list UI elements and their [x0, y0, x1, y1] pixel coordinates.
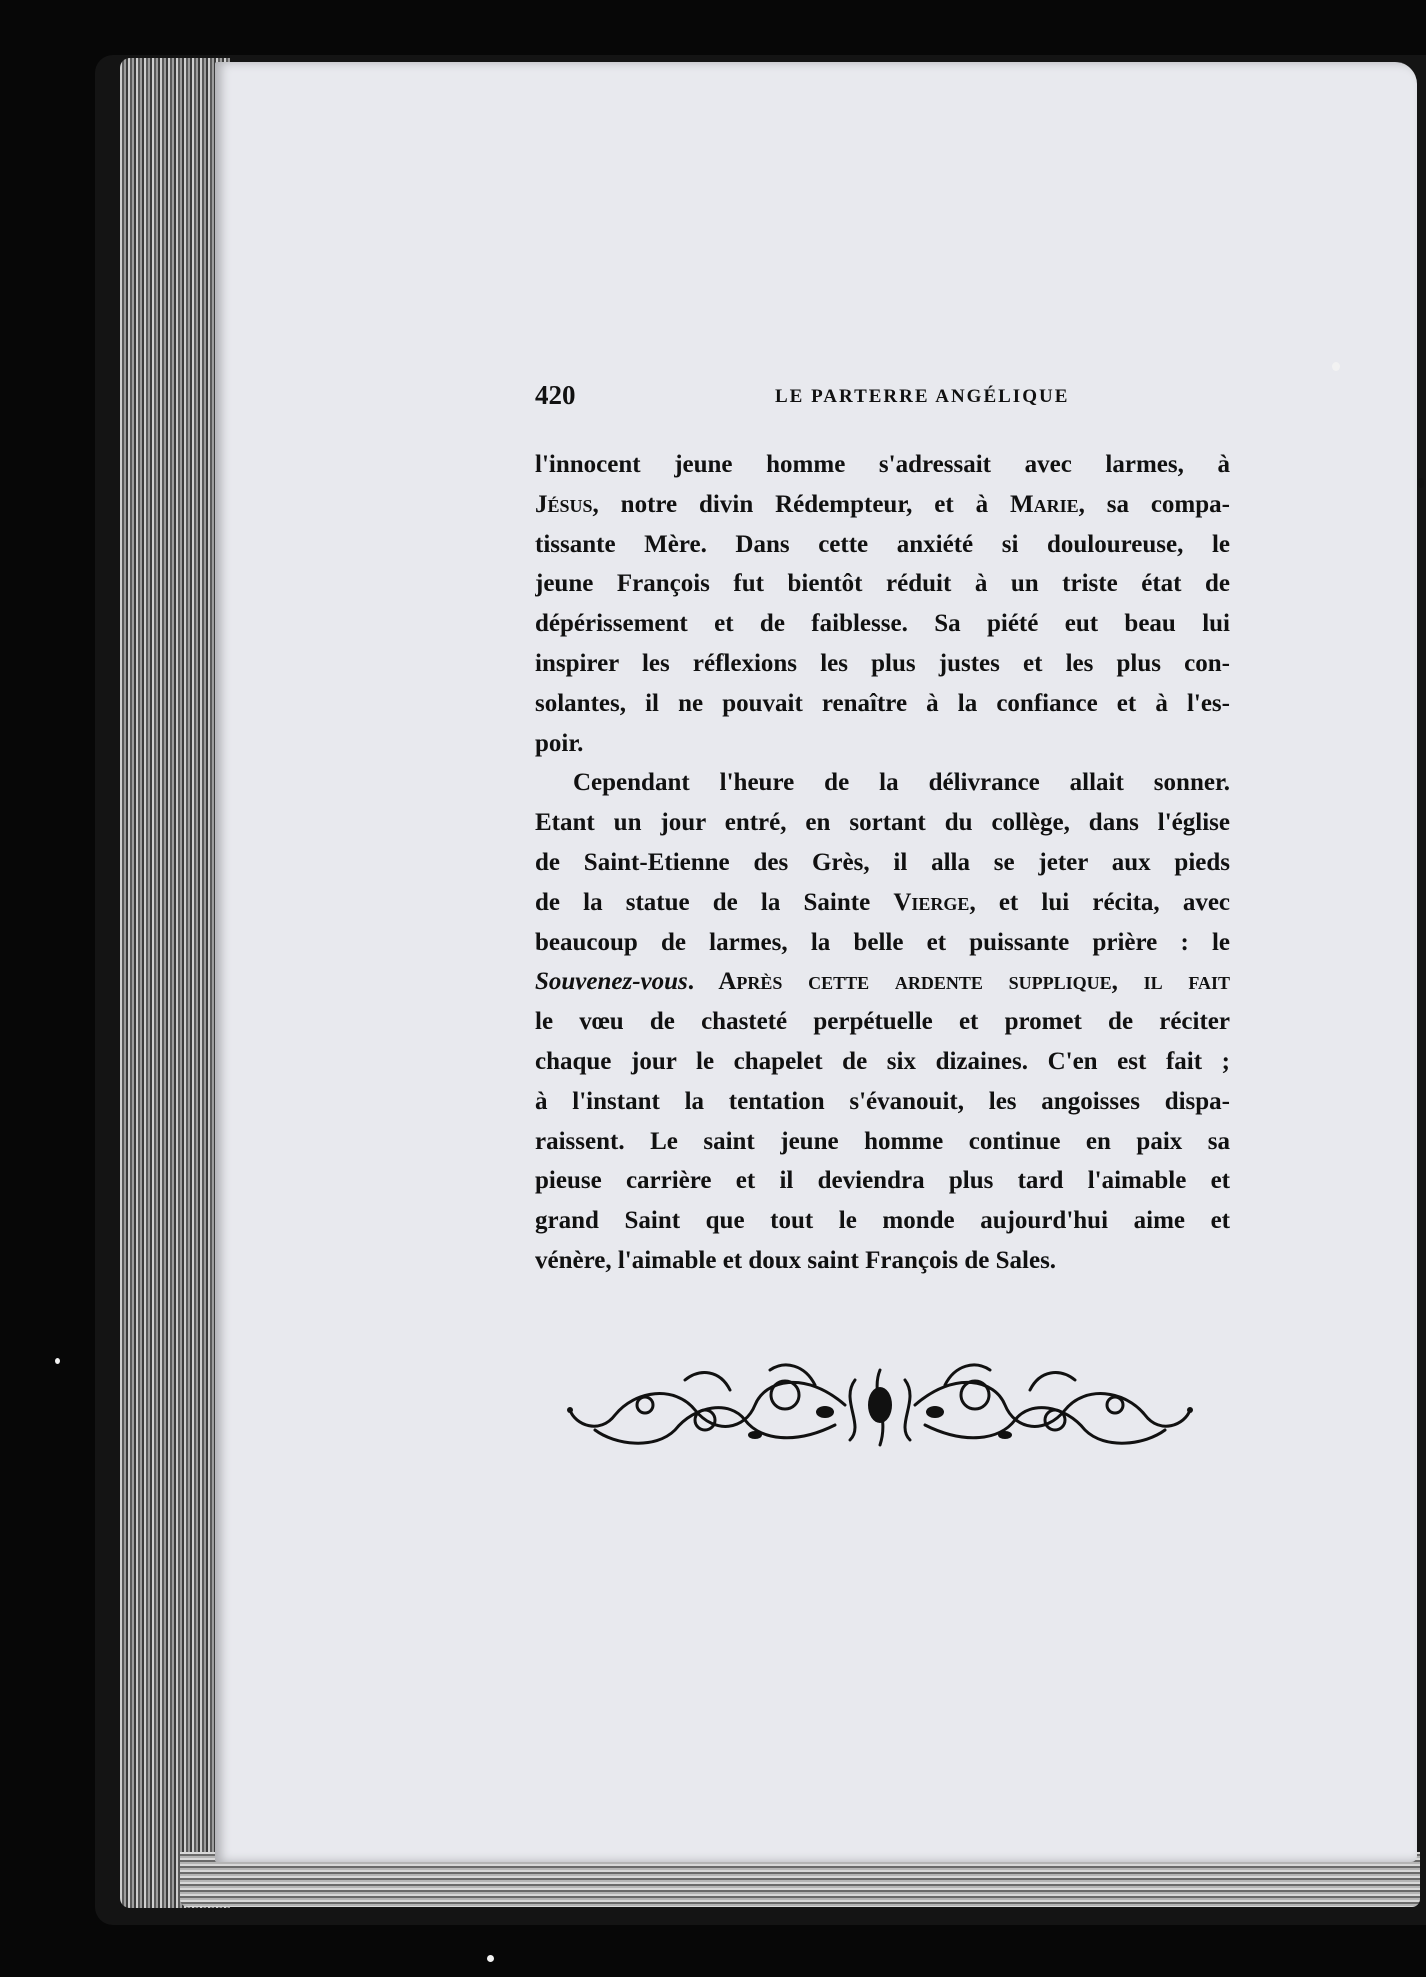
- text-line: [535, 923, 1230, 963]
- dust-speck: [1332, 362, 1340, 371]
- text-run: le vœu de chasteté perpétuelle et promet de réciter: [535, 1008, 1230, 1036]
- text-line: [535, 962, 1230, 1002]
- text-run: tissante Mère. Dans cette anxiété si douloureuse, le: [535, 530, 1230, 558]
- text-line: [535, 684, 1230, 724]
- text-line: [535, 1241, 1230, 1281]
- text-run: de la statue de la Sainte: [535, 888, 894, 916]
- text-run: poir.: [535, 729, 584, 757]
- text-run: grand Saint que tout le monde aujourd'hui aime et: [535, 1207, 1230, 1235]
- text-run: vénère, l'aimable et doux saint François de Sales.: [535, 1246, 1057, 1274]
- text-run: inspirer les réflexions les plus justes et les plus con-: [535, 649, 1230, 677]
- text-line: [535, 724, 1230, 764]
- body-text: [535, 445, 1230, 1281]
- dust-speck: [55, 1358, 60, 1364]
- italic-text: Souvenez-vous: [535, 968, 688, 996]
- text-run: dépérissement et de faiblesse. Sa piété eut beau lui: [535, 610, 1230, 638]
- text-line: [535, 644, 1230, 684]
- text-run: Etant un jour entré, en sortant du collège, dans l'église: [535, 809, 1230, 837]
- floral-scroll-ornament-icon: [555, 1350, 1205, 1460]
- text-line: [535, 883, 1230, 923]
- small-caps-name: Marie: [1009, 490, 1079, 518]
- small-caps-name: Vierge: [893, 888, 970, 916]
- text-line: [535, 604, 1230, 644]
- small-caps-name: . Après cette ardente supplique, il fait: [687, 968, 1230, 996]
- text-line: [535, 485, 1230, 525]
- text-line: [535, 1161, 1230, 1201]
- text-run: de Saint-Etienne des Grès, il alla se jeter aux pieds: [535, 848, 1230, 876]
- text-run: , sa compa-: [1078, 490, 1230, 518]
- running-title: LE PARTERRE ANGÉLIQUE: [775, 386, 1070, 407]
- text-line: [535, 803, 1230, 843]
- paragraph-1: [535, 445, 1230, 763]
- text-line: [535, 1042, 1230, 1082]
- text-run: l'innocent jeune homme s'adressait avec larmes, à: [535, 451, 1230, 478]
- text-line: [535, 1002, 1230, 1042]
- text-line: [535, 1122, 1230, 1162]
- text-run: Cependant l'heure de la délivrance allait sonner.: [573, 769, 1230, 797]
- text-run: , et lui récita, avec: [969, 888, 1230, 916]
- page-edges-left: [120, 58, 230, 1908]
- text-line: [535, 763, 1230, 803]
- text-line: [535, 843, 1230, 883]
- running-head: [535, 380, 1235, 420]
- text-run: pieuse carrière et il deviendra plus tard l'aimable et: [535, 1167, 1230, 1195]
- text-line: [535, 564, 1230, 604]
- text-line: [535, 1201, 1230, 1241]
- text-run: raissent. Le saint jeune homme continue en paix sa: [535, 1127, 1230, 1155]
- text-run: jeune François fut bientôt réduit à un triste état de: [535, 570, 1230, 598]
- text-run: solantes, il ne pouvait renaître à la confiance et à l'es-: [535, 689, 1230, 717]
- text-run: chaque jour le chapelet de six dizaines. C'en est fait ;: [535, 1047, 1230, 1075]
- dust-speck: [1418, 478, 1424, 488]
- text-line: [535, 525, 1230, 565]
- text-run: beaucoup de larmes, la belle et puissante prière : le: [535, 928, 1230, 956]
- dust-speck: [487, 1955, 494, 1962]
- small-caps-name: Jésus: [535, 490, 593, 518]
- text-run: à l'instant la tentation s'évanouit, les angoisses dispa-: [535, 1087, 1230, 1115]
- text-line: [535, 1082, 1230, 1122]
- text-line: [535, 445, 1230, 485]
- paragraph-2: [535, 763, 1230, 1280]
- text-run: , notre divin Rédempteur, et à: [592, 490, 1010, 518]
- page-number: 420: [535, 380, 576, 410]
